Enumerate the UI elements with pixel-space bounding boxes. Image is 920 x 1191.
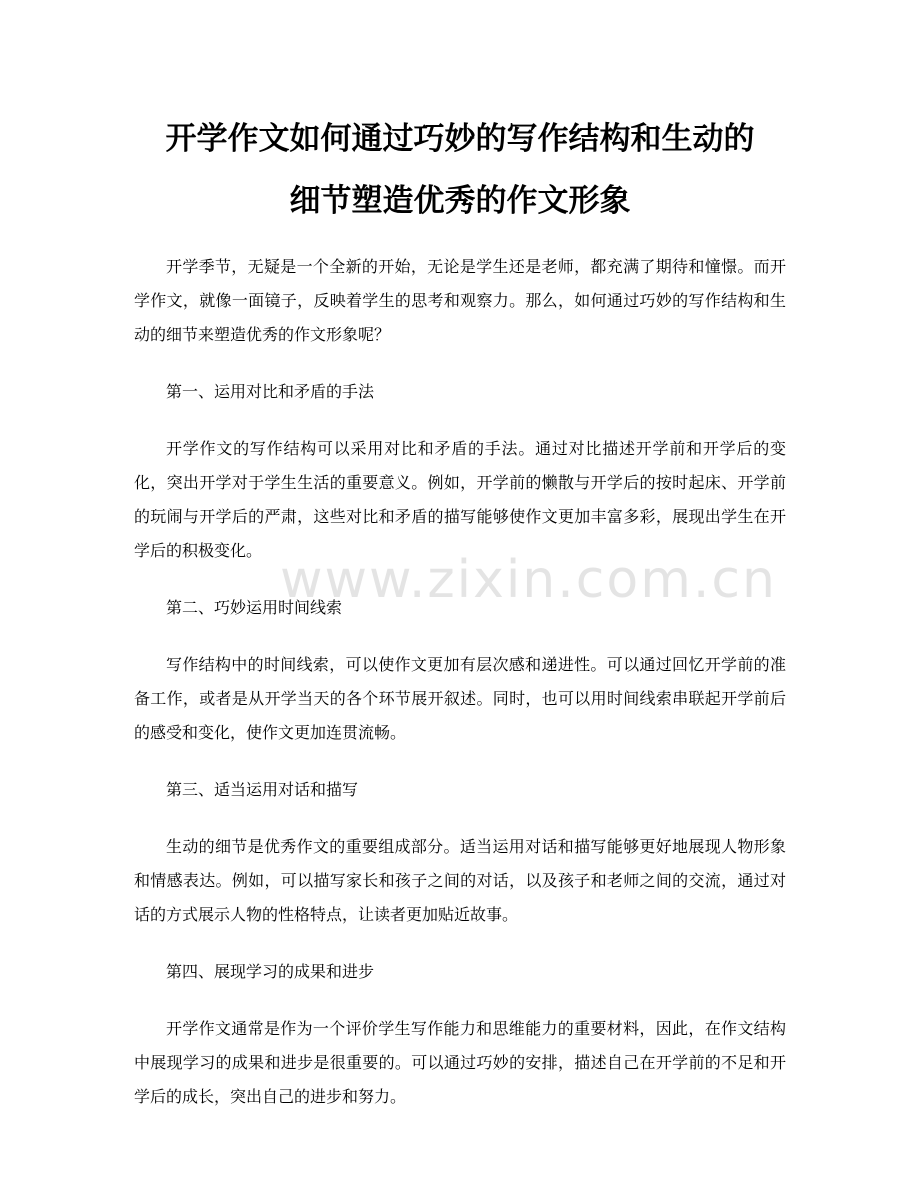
section-heading-2: 第二、巧妙运用时间线索 <box>166 598 343 617</box>
section-paragraph-3: 生动的细节是优秀作文的重要组成部分。适当运用对话和描写能够更好地展现人物形象和情感表达。例如，可以描写家长和孩子之间的对话，以及孩子和老师之间的交流，通过对话的方式展示人物的性格特点，让读者更加贴近故事。 <box>134 837 786 924</box>
section-paragraph-2: 写作结构中的时间线索，可以使作文更加有层次感和递进性。可以通过回忆开学前的准备工作，或者是从开学当天的各个环节展开叙述。同时，也可以用时间线索串联起开学前后的感受和变化，使作文更加连贯流畅。 <box>134 655 786 742</box>
section-heading-1: 第一、运用对比和矛盾的手法 <box>166 382 375 401</box>
watermark: www.zixin.com.cn <box>280 550 777 610</box>
document-title-line-2: 细节塑造优秀的作文形象 <box>289 183 631 219</box>
section-paragraph-4: 开学作文通常是作为一个评价学生写作能力和思维能力的重要材料，因此，在作文结构中展现学习的成果和进步是很重要的。可以通过巧妙的安排，描述自己在开学前的不足和开学后的成长，突出自己的进步和努力。 <box>134 1019 786 1106</box>
document-title-line-1: 开学作文如何通过巧妙的写作结构和生动的 <box>165 121 755 157</box>
intro-paragraph: 开学季节，无疑是一个全新的开始，无论是学生还是老师，都充满了期待和憧憬。而开学作文，就像一面镜子，反映着学生的思考和观察力。那么，如何通过巧妙的写作结构和生动的细节来塑造优秀的作文形象呢？ <box>134 257 786 344</box>
document-body <box>134 250 786 1137</box>
section-heading-3: 第三、适当运用对话和描写 <box>166 780 359 799</box>
section-heading-4: 第四、展现学习的成果和进步 <box>166 962 375 981</box>
section-paragraph-1: 开学作文的写作结构可以采用对比和矛盾的手法。通过对比描述开学前和开学后的变化，突出开学对于学生生活的重要意义。例如，开学前的懒散与开学后的按时起床、开学前的玩闹与开学后的严肃，这些对比和矛盾的描写能够使作文更加丰富多彩，展现出学生在开学后的积极变化。 <box>134 439 786 560</box>
